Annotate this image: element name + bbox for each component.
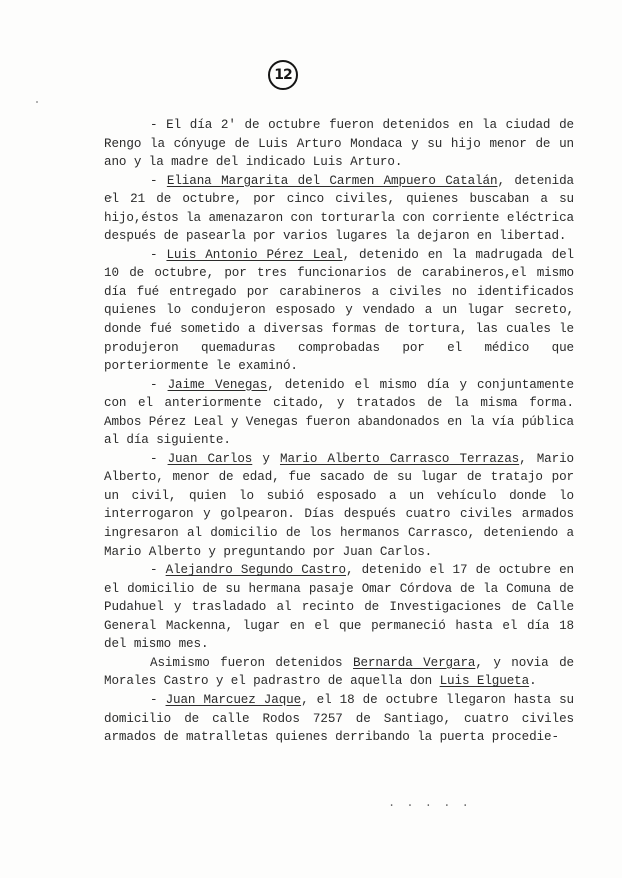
paragraph-venegas	[104, 376, 574, 450]
paragraph-rengo	[104, 116, 574, 172]
paragraph-text: - El día 2' de octubre fueron detenidos en la ciudad de Rengo la cónyuge de Luis Arturo Mondaca y su hijo menor de un ano y la madre del indicado Luis Arturo.	[104, 118, 574, 170]
footer-dots: . . . . .	[388, 796, 471, 810]
bullet-dash: -	[150, 247, 167, 262]
person-name: Bernarda Vergara	[353, 655, 476, 670]
paragraph-text: , y novia de Morales Castro y el padrastro de aquella don	[104, 655, 574, 689]
bullet-dash: -	[150, 451, 168, 466]
paragraph-text: , el 18 de octubre llegaron hasta su domicilio de calle Rodos 7257 de Santiago, cuatro civiles armados de matralletas quienes derribando la puerta procedie-	[104, 692, 574, 745]
paragraph-carrasco	[104, 450, 574, 561]
paragraph-lead: Asimismo fueron detenidos	[150, 655, 354, 670]
person-name: Juan Carlos	[167, 451, 253, 466]
paragraph-marquez-jaque	[104, 691, 574, 747]
bullet-dash: -	[150, 173, 167, 188]
conjunction: y	[252, 451, 280, 466]
paragraph-text: , Mario Alberto, menor de edad, fue sacado de su lugar de tratajo por un civil, quien lo subió esposado a un vehículo donde lo interrogaron y golpearon. Días después cuatro civiles armados ingresaron al domicilio de los hermanos Carrasco, deteniendo a Mario Alberto y preguntando por Juan Carlos.	[104, 451, 575, 559]
paragraph-ampuero	[104, 172, 574, 246]
paragraph-text: , detenido en la madrugada del 10 de octubre, por tres funcionarios de carabineros,el mismo día fué entregado por carabineros a civiles no identificados quienes lo condujeron esposado y vendado a un lugar secreto, donde fué sometido a diversas formas de tortura, las cuales le produjeron quemaduras comprobadas por el médico que porteriormente le examinó.	[104, 247, 574, 374]
bullet-dash: -	[150, 563, 166, 578]
person-name: Alejandro Segundo Castro	[165, 563, 347, 578]
paragraph-text: , detenido el mismo día y conjuntamente con el anteriormente citado, y tratados de la misma forma. Ambos Pérez Leal y Venegas fueron abandonados en la vía pública al día siguiente.	[104, 377, 574, 448]
paragraph-text: , detenido el 17 de octubre en el domicilio de su hermana pasaje Omar Córdova de la Comuna de Pudahuel y trasladado al recinto de Investigaciones de Calle General Mackenna, lugar en el que permaneció hasta el día 18 del mismo mes.	[104, 563, 574, 652]
person-name: Mario Alberto Carrasco Terrazas	[279, 451, 520, 466]
document-body	[104, 116, 574, 747]
person-name: Jaime Venegas	[167, 377, 268, 392]
paragraph-perez-leal	[104, 246, 574, 376]
person-name: Eliana Margarita del Carmen Ampuero Catalán	[166, 173, 498, 188]
bullet-dash: -	[150, 692, 166, 707]
paper-speck	[36, 101, 38, 103]
person-name: Luis Antonio Pérez Leal	[166, 247, 343, 262]
page-number: 12	[268, 60, 298, 90]
person-name: Juan Marcuez Jaque	[165, 692, 302, 707]
person-name: Luis Elgueta	[439, 674, 530, 689]
paragraph-vergara	[104, 654, 574, 691]
paragraph-segundo-castro	[104, 561, 574, 654]
paragraph-text: .	[529, 674, 537, 689]
paragraph-text: , detenida el 21 de octubre, por cinco civiles, quienes buscaban a su hijo,éstos la amenazaron con torturarla con corriente eléctrica después de pasearla por varios lugares la dejaron en libertad.	[104, 173, 574, 244]
bullet-dash: -	[150, 377, 168, 392]
